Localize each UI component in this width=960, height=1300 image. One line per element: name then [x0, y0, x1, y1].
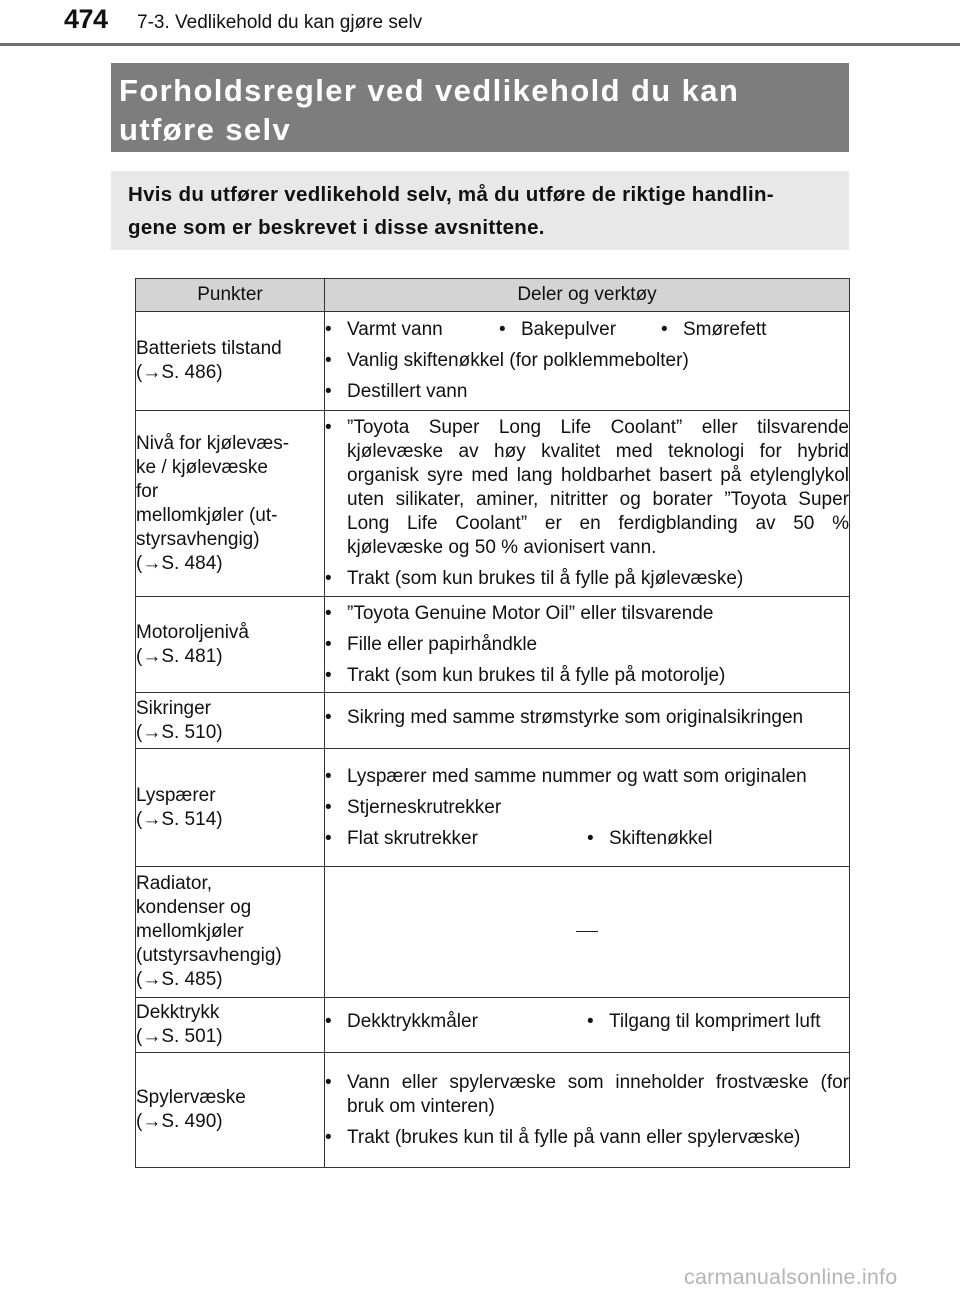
- parts-cell: • Sikring med samme strømstyrke som originalsikringen: [325, 693, 850, 749]
- table-row: [136, 998, 850, 1053]
- table-header-row: [136, 279, 850, 312]
- intro-line-2: gene som er beskrevet i disse avsnittene.: [128, 216, 545, 239]
- parts-item: Trakt (brukes kun til å fylle på vann eller spylervæske): [347, 1126, 801, 1148]
- parts-cell: [325, 867, 850, 998]
- no-parts-dash: [576, 931, 598, 932]
- parts-item: Smørefett: [683, 319, 767, 340]
- item-text: Sikringer: [136, 697, 211, 719]
- maintenance-table: [135, 278, 850, 1168]
- parts-item: Dekktrykkmåler: [347, 1011, 478, 1032]
- table-row: [136, 693, 850, 749]
- item-cell: [136, 867, 325, 998]
- item-text: ke / kjølevæske: [136, 456, 268, 478]
- parts-cell: • Lyspærer med samme nummer og watt som originalen • Stjerneskrutrekker • Flat skrutrekker • Skiftenøkkel: [325, 749, 850, 867]
- parts-cell: • Varmt vann • Bakepulver • Smørefett • Vanlig skiftenøkkel (for polklemmebolter) • Destillert vann: [325, 312, 850, 411]
- intro-line-1: Hvis du utfører vedlikehold selv, må du utføre de riktige handlin-: [128, 183, 774, 206]
- item-text: Lyspærer: [136, 784, 216, 806]
- item-cell: [136, 998, 325, 1053]
- item-cell: [136, 749, 325, 867]
- item-text: for: [136, 480, 159, 502]
- table-row: [136, 597, 850, 693]
- section-title: 7-3. Vedlikehold du kan gjøre selv: [137, 12, 423, 33]
- item-cell: [136, 312, 325, 411]
- parts-item: Fille eller papirhåndkle: [347, 633, 538, 655]
- parts-cell: • ”Toyota Genuine Motor Oil” eller tilsvarende • Fille eller papirhåndkle • Trakt (som kun brukes til å fylle på motorolje): [325, 597, 850, 693]
- item-cell: [136, 1053, 325, 1168]
- parts-item: Bakepulver: [521, 319, 617, 340]
- parts-cell: • ”Toyota Super Long Life Coolant” eller tilsvarende kjølevæske av høy kvalitet med teknologi for hybrid organisk syre med lang holdbarhet basert på etylenglykol uten silikater, aminer, nitritter og borater ”Toyota Super Long Life Coolant” er en ferdigblanding av 50 % kjølevæske og 50 % avionisert vann. • Trakt (som kun brukes til å fylle på kjølevæske): [325, 411, 850, 597]
- parts-item: Trakt (som kun brukes til å fylle på motorolje): [347, 664, 726, 686]
- item-reference: (→S. 486): [136, 362, 223, 383]
- parts-item: Lyspærer med samme nummer og watt som originalen: [347, 765, 807, 787]
- item-reference: (→S. 485): [136, 969, 223, 990]
- item-text: Dekktrykk: [136, 1002, 220, 1023]
- watermark: carmanualsonline.info: [684, 1265, 898, 1289]
- parts-item: Sikring med samme strømstyrke som originalsikringen: [347, 706, 804, 728]
- table-row: [136, 1053, 850, 1168]
- item-text: (utstyrsavhengig): [136, 945, 282, 966]
- item-text: Spylervæske: [136, 1087, 246, 1108]
- page-title-line-1: Forholdsregler ved vedlikehold du kan: [119, 73, 740, 108]
- parts-cell: • Vann eller spylervæske som inneholder frostvæske (for bruk om vinteren) • Trakt (brukes kun til å fylle på vann eller spylervæske): [325, 1053, 850, 1168]
- item-reference: (→S. 481): [136, 645, 223, 667]
- parts-item: Varmt vann: [347, 319, 443, 340]
- table-row: [136, 867, 850, 998]
- item-text: mellomkjøler (ut-: [136, 504, 278, 526]
- column-header-items: Punkter: [136, 279, 325, 312]
- item-reference: (→S. 484): [136, 552, 223, 574]
- item-reference: (→S. 510): [136, 721, 223, 743]
- page-title-line-2: utføre selv: [119, 112, 292, 147]
- page-number: 474: [64, 4, 108, 34]
- parts-cell: • Dekktrykkmåler • Tilgang til komprimert luft: [325, 998, 850, 1053]
- item-text: styrsavhengig): [136, 528, 260, 550]
- parts-item: Vann eller spylervæske som inneholder frostvæske (for bruk om vinteren): [347, 1071, 849, 1117]
- item-text: Radiator,: [136, 873, 213, 894]
- item-reference: (→S. 501): [136, 1026, 223, 1047]
- intro-box: [111, 171, 849, 250]
- parts-item: Vanlig skiftenøkkel (for polklemmebolter): [347, 350, 689, 371]
- parts-item: Destillert vann: [347, 381, 468, 402]
- parts-item: ”Toyota Genuine Motor Oil” eller tilsvarende: [347, 602, 714, 624]
- item-text: Nivå for kjølevæs-: [136, 432, 290, 454]
- item-reference: (→S. 514): [136, 808, 223, 830]
- item-text: Motoroljenivå: [136, 621, 249, 643]
- item-text: kondenser og: [136, 897, 252, 918]
- header-rule: [0, 43, 960, 46]
- page-title: [111, 63, 849, 152]
- table-row: [136, 312, 850, 411]
- parts-item: Trakt (som kun brukes til å fylle på kjølevæske): [347, 568, 744, 589]
- item-reference: (→S. 490): [136, 1111, 223, 1132]
- item-cell: [136, 597, 325, 693]
- parts-item: Skiftenøkkel: [609, 827, 713, 849]
- parts-item: Stjerneskrutrekker: [347, 796, 502, 818]
- parts-item: Flat skrutrekker: [347, 827, 478, 849]
- column-header-parts: Deler og verktøy: [325, 279, 850, 312]
- table-row: [136, 411, 850, 597]
- item-text: Batteriets tilstand: [136, 338, 282, 359]
- parts-item: ”Toyota Super Long Life Coolant” eller tilsvarende kjølevæske av høy kvalitet med teknologi for hybrid organisk syre med lang holdbarhet basert på etylenglykol uten silikater, aminer, nitritter og borater ”Toyota Super Long Life Coolant” er en ferdigblanding av 50 % kjølevæske og 50 % avionisert vann.: [347, 417, 849, 558]
- item-cell: [136, 693, 325, 749]
- table-row: [136, 749, 850, 867]
- item-text: mellomkjøler: [136, 921, 244, 942]
- item-cell: [136, 411, 325, 597]
- parts-item: Tilgang til komprimert luft: [609, 1011, 821, 1032]
